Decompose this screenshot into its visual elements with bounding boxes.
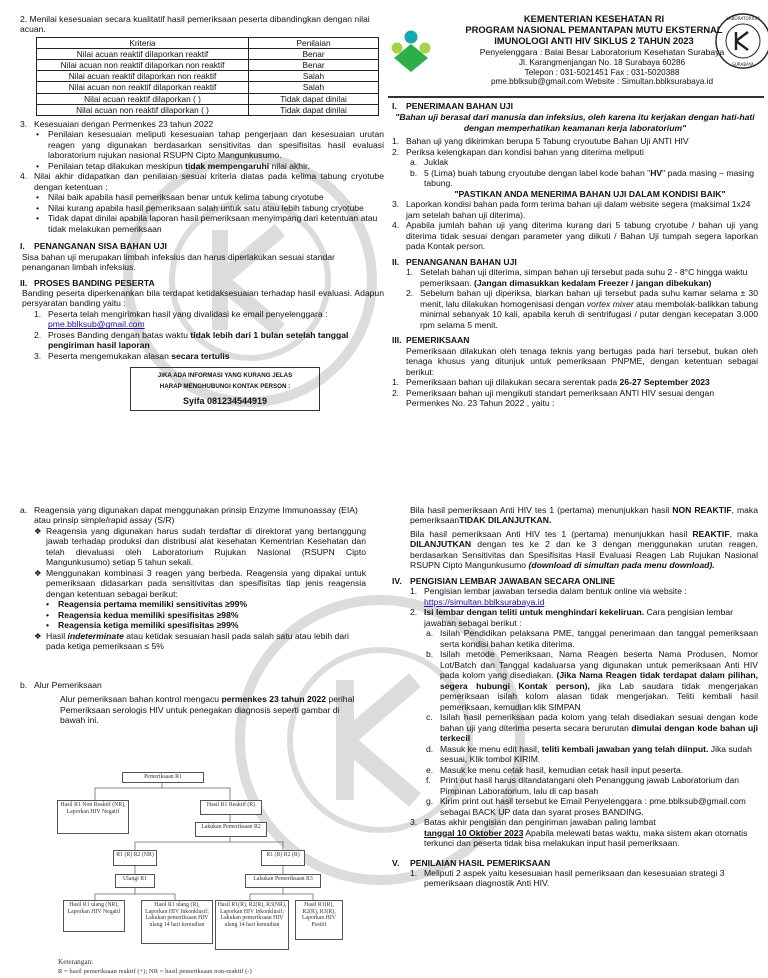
ministry-logo xyxy=(388,28,434,74)
safety-quote: "Bahan uji berasal dari manusia dan infeksius, oleh karena itu kerjakan dengan hati-hati dengan memperhatikan keamanan kerja laboratorium" xyxy=(395,112,755,133)
header-phone: Telepon : 031-5021451 Fax : 031-5020388 xyxy=(524,67,680,77)
appeal-item: Peserta mengemukakan alasan secara tertulis xyxy=(48,350,230,361)
permenkes-bullet: Penilaian kesesuaian meliputi kesesuaian tahap pengerjaan dan kesesuaian urutan reagen yang digunakan berdasarkan sensitivitas dan spesifisitas hasil evaluasi laboratorium rujukan nasional RSUPN Cipto Mangunkusumo. xyxy=(48,129,384,161)
table-row xyxy=(37,104,379,115)
flow-node: Ulangi R1 xyxy=(115,874,155,888)
section-heading: PENANGANAN BAHAN UJI xyxy=(406,256,517,267)
receipt-item: Periksa kelengkapan dan kondisi bahan yang diterima meliputi xyxy=(406,146,644,157)
header-line3: IMUNOLOGI ANTI HIV SIKLUS 2 TAHUN 2023 xyxy=(494,34,694,46)
online-item: Isi lembar dengan teliti untuk menghindari kekeliruan. Cara pengisian lembar jawaban sebagai berikut : xyxy=(424,607,734,628)
table-cell: Nilai acuan non reaktif dilaporkan ( ) xyxy=(37,104,249,115)
receipt-item: Laporkan kondisi bahan pada form terima bahan uji dalam website segera (maksimal 1x24 jam setelah bahan uji diterima). xyxy=(406,199,751,220)
flow-node: Hasil R1(R), R2(R), R3(NR), Laporkan HIV Inkonklusif; Lakukan pemeriksaan HIV ulang 14 hari kemudian xyxy=(215,900,289,950)
table-cell: Benar xyxy=(249,49,379,60)
table-cell: Nilai acuan reaktif dilaporkan non reaktif xyxy=(37,71,249,82)
appeal-item: Peserta telah mengirimkan hasil yang divalidasi ke email penyelenggara : pme.bblksub@gmail.com xyxy=(48,308,328,330)
flow-node: Hasil R1 ulang (NR), Laporkan HIV Negatif xyxy=(63,900,125,932)
reagent-spec: Reagensia pertama memiliki sensitivitas ≥99% xyxy=(58,599,248,610)
flow-node: Pemeriksaan R1 xyxy=(122,772,204,783)
result-rule: Bila hasil pemeriksaan Anti HIV tes 1 (pertama) menunjukkan hasil NON REAKTIF, maka pemeriksaanTIDAK DILANJUTKAN. xyxy=(410,505,758,526)
header-organizer: Penyelenggara : Balai Besar Laboratorium Kesehatan Surabaya xyxy=(479,47,725,58)
receipt-subitem: Juklak xyxy=(424,157,449,168)
final-score-bullet: Nilai baik apabila hasil pemeriksaan benar untuk kelima tabung cryotube xyxy=(48,192,324,203)
svg-text:LABORATORIUM: LABORATORIUM xyxy=(726,16,760,21)
table-row xyxy=(37,82,379,93)
svg-text:SURABAYA: SURABAYA xyxy=(732,62,754,67)
flow-node: Lakukan Pemeriksaan R2 xyxy=(195,822,267,837)
header-line2: PROGRAM NASIONAL PEMANTAPAN MUTU EKSTERNAL xyxy=(465,23,723,35)
criteria-intro: 2. Menilai kesesuaian secara kualitatif hasil pemeriksaan peserta dibandingkan dengan nilai acuan. xyxy=(20,14,370,35)
section-text: Pemeriksaan dilakukan oleh tenaga teknis yang bertugas pada hari tersebut, bukan oleh tenaga khusus yang ditunjuk untuk pemeriksaan PNPME, dengan ketentuan sebagai berikut: xyxy=(406,345,758,377)
online-subitem: Isilah Pendidikan pelaksana PME, tanggal penerimaan dan tanggal pemeriksaan serta kondisi bahan ketika diterima. xyxy=(440,628,758,649)
reagent-text: Reagensia yang digunakan dapat menggunakan prinsip Enzyme Immunoassay (EIA) atau prinsip simple/rapid assay (S/R) xyxy=(34,505,358,526)
contact-person: Syifa 081234544919 xyxy=(182,395,268,406)
receipt-item: Bahan uji yang dikirimkan berupa 5 Tabung cryoutube Bahan Uji ANTI HIV xyxy=(406,136,689,147)
table-header-row xyxy=(37,37,379,48)
reagent-item: Menggunakan kombinasi 3 reagen yang berbeda. Reagensia yang dipakai untuk pemeriksaan didasarkan pada sensitivitas dan spesifisitas tiap jenis reagensia dengan ketentuan sebagai berikut: xyxy=(46,567,366,599)
receipt-item: Apabila jumlah bahan uji yang diterima kurang dari 5 tabung cryotube / bahan uji yang diterima tidak sesuai dengan parameter yang diikuti / Bahan Uji tumpah segera laporkan pada Kontak person. xyxy=(406,220,758,252)
website-link[interactable]: https://simultan.bblksurabaya.id xyxy=(424,596,545,607)
section-heading: PEMERIKSAAN xyxy=(406,335,470,346)
result-rule: Bila hasil pemeriksaan Anti HIV tes 1 (pertama) menunjukkan hasil REAKTIF, maka DILANJUTKAN dengan tes ke 2 dan ke 3 dengan menggunakan urutan reagen, berdasarkan Sensitivitas dan Spesifisitas Hasil Evaluasi Reagen Lab Rujukan Nasional RSUPN Cipto Mangunkusumo (download di simultan pada menu download). xyxy=(410,528,758,571)
section-text: Banding peserta diperkenankan bila terdapat ketidaksesuaian terhadap hasil evaluasi. Adapun persyaratan banding yaitu : xyxy=(22,288,384,309)
table-row xyxy=(37,49,379,60)
table-cell: Salah xyxy=(249,71,379,82)
online-subitem: Isilah hasil pemeriksaan pada kolom yang telah disediakan sesuai dengan kode bahan uji yang diterima peserta secara berurutan dimulai dengan kode bahan uji terkecil xyxy=(440,712,758,744)
flow-node: Hasil R1 Non Reaktif (NR), Laporkan HIV Negatif xyxy=(57,800,129,834)
final-score-text: Nilai akhir didapatkan dan penilaian sesuai kriteria diatas pada kelima tabung cryotube dengan ketentuan : xyxy=(34,171,384,192)
left-bottom-column: a. Reagensia yang digunakan dapat menggunakan prinsip Enzyme Immunoassay (EIA) atau prinsip simple/rapid assay (S/R) ❖ Reagensia yang digunakan harus sudah terdaftar di direktorat yang bertanggung jawab terhadap produksi dan distribusi alat kesehatan Kementrian Kesehatan dan telah dievaluasi oleh Laboratorium Rujukan Nasional (RSUPN Cipto Mangunkusumo) setiap 5 tahun sekali. ❖ Menggunakan kombinasi 3 reagen yang berbeda. Reagensia yang dipakai untuk pemeriksaan didasarkan pada sensitivitas dan spesifisitas tiap jenis reagensia dengan ketentuan sebagai berikut: • Reagensia pertama memiliki sensitivitas ≥99% • Reagensia kedua memiliki spesifisitas ≥98% • Reagensia ketiga memiliki spesifisitas ≥99% ❖ Hasil indeterminate atau ketidak sesuaian hasil pada salah satu atau lebih dari pada ketiga pemeriksaan ≤ 5% b. Alur Pemeriksaan Alur pemeriksaan bahan kontrol mengacu permenkes 23 tahun 2022 perihal Pemeriksaan serologis HIV untuk penegakan diagnosis seperti gambar di bawah ini. xyxy=(20,505,366,726)
section-text: Sisa bahan uji merupakan limbah infeksius dan harus diperlakukan sesuai standar penanganan limbah infeksius. xyxy=(22,251,335,273)
handling-item: Sebelum bahan uji diperiksa, biarkan bahan uji tersebut pada suhu kamar selama ± 30 menit, lalu dilakukan homogenisasi dengan vortex mixer atau membolak-balikkan tabung minimal sebanyak 10 kali, apabila keruh di sentrifugasi / putar dengan kecepatan 3.000 rpm selama 5 menit. xyxy=(420,288,758,330)
section-heading: PENANGANAN SISA BAHAN UJI xyxy=(34,241,167,252)
permenkes-bullet: Penilaian tetap dilakukan meskipun tidak mempengaruhi nilai akhir. xyxy=(48,160,310,171)
reagent-item: Reagensia yang digunakan harus sudah terdaftar di direktorat yang bertanggung jawab terhadap produksi dan distribusi alat kesehatan Kementrian Kesehatan dan telah dievaluasi oleh Laboratorium Rujukan Nasional (RSUPN Cipto Mangunkusumo) setiap 5 tahun sekali. xyxy=(46,525,366,568)
contact-box xyxy=(130,367,320,411)
final-score-bullet: Nilai kurang apabila hasil pemeriksaan salah untuk satu atau lebih tabung cryotube xyxy=(48,202,364,213)
table-header-cell: Penilaian xyxy=(249,37,379,48)
table-row xyxy=(37,93,379,104)
online-subitem: Masuk ke menu edit hasil, teliti kembali jawaban yang telah diinput. Jika sudah sesuai, Klik tombol KIRIM. xyxy=(440,743,752,765)
flow-node: Hasil R1(R), R2(R), R3(R), Laporkan HIV Positif xyxy=(295,900,343,940)
flow-heading: Alur Pemeriksaan xyxy=(34,679,102,690)
header-divider xyxy=(388,96,764,98)
receipt-subitem: 5 (Lima) buah tabung cryoutube dengan label kode bahan "HV" pada masing – masing tabung. xyxy=(424,167,755,189)
flow-node: R1 (R) R2 (R) xyxy=(261,850,305,866)
table-cell: Tidak dapat dinilai xyxy=(249,104,379,115)
flow-legend-title: Keterangan: xyxy=(58,958,94,966)
table-cell: Tidak dapat dinilai xyxy=(249,93,379,104)
flow-text: Alur pemeriksaan bahan kontrol mengacu permenkes 23 tahun 2022 perihal Pemeriksaan serologis HIV untuk penegakan diagnosis seperti gambar di bawah ini. xyxy=(60,694,355,726)
section-heading: PENGISIAN LEMBAR JAWABAN SECARA ONLINE xyxy=(410,575,615,586)
table-row xyxy=(37,71,379,82)
permenkes-heading: Kesesuaian dengan Permenkes 23 tahun 2022 xyxy=(34,118,214,129)
flow-node: Hasil R1 Reaktif (R) xyxy=(200,800,262,815)
table-cell: Nilai acuan non reaktif dilaporkan non reaktif xyxy=(37,60,249,71)
online-subitem: Masuk ke menu cetak hasil, kemudian cetak hasil input peserta. xyxy=(440,764,684,775)
online-item: Batas akhir pengisian dan pengiriman jawaban paling lambat tanggal 10 Oktober 2023 Apabila melewati batas waktu, maka sistem akan otomatis terkunci dan peserta tidak bisa melakukan input hasil pemeriksaan. xyxy=(424,817,748,849)
right-top-column: I. PENERIMAAN BAHAN UJI "Bahan uji berasal dari manusia dan infeksius, oleh karena itu kerjakan dengan hati-hati dengan memperhatikan keamanan kerja laboratorium" 1. Bahan uji yang dikirimkan berupa 5 Tabung cryoutube Bahan Uji ANTI HIV 2. Periksa kelengkapan dan kondisi bahan yang diterima meliputi a. Juklak b. 5 (Lima) buah tabung cryoutube dengan label kode bahan "HV" pada masing – masing tabung. "PASTIKAN ANDA MENERIMA BAHAN UJI DALAM KONDISI BAIK" 3. Laporkan kondisi bahan pada form terima bahan uji dalam website segera (maksimal 1x24 jam setelah bahan uji diterima). 4. Apabila jumlah bahan uji yang diterima kurang dari 5 tabung cryotube / bahan uji yang diterima tidak sesuai dengan parameter yang diikuti / Bahan Uji tumpah segera laporkan pada Kontak person. II. PENANGANAN BAHAN UJI 1. Setelah bahan uji diterima, simpan bahan uji tersebut pada suhu 2 - 8°C hingga waktu pemeriksaan. (Jangan dimasukkan kedalam Freezer / jangan dibekukan) 2. Sebelum bahan uji diperiksa, biarkan bahan uji tersebut pada suhu kamar selama ± 30 menit, lalu dilakukan homogenisasi dengan vortex mixer atau membolak-balikkan tabung minimal sebanyak 10 kali, apabila keruh di sentrifugasi / putar dengan kecepatan 3.000 rpm selama 5 menit. III. PEMERIKSAAN Pemeriksaan dilakukan oleh tenaga teknis yang bertugas pada hari tersebut, bukan oleh tenaga khusus yang ditunjuk untuk pemeriksaan PNPME, dengan ketentuan sebagai berikut: 1. Pemeriksaan bahan uji dilakukan secara serentak pada 26-27 September 2023 2. Pemeriksaan bahan uji mengikuti standart pemeriksaan ANTI HIV sesuai dengan Permenkes No. 23 Tahun 2022 , yaitu : xyxy=(392,101,758,409)
flow-node: Lakukan Pemeriksaan R3 xyxy=(245,874,321,888)
contact-line: JIKA ADA INFORMASI YANG KURANG JELAS xyxy=(157,372,293,380)
table-header-cell: Kriteria xyxy=(37,37,249,48)
section-heading: PENILAIAN HASIL PEMERIKSAAN xyxy=(410,857,551,868)
appeal-item: Proses Banding dengan batas waktu tidak lebih dari 1 bulan setelah tanggal pengiriman hasil laporan xyxy=(48,329,349,351)
exam-item: Pemeriksaan bahan uji dilakukan secara serentak pada 26-27 September 2023 xyxy=(406,377,710,388)
table-cell: Nilai acuan non reaktif dilaporkan reaktif xyxy=(37,82,249,93)
left-top-column: 2. Menilai kesesuaian secara kualitatif hasil pemeriksaan peserta dibandingkan dengan nilai acuan. Kriteria Penilaian Nilai acuan reaktif dilaporkan reaktif Benar Nilai acuan non reaktif dilaporkan non reaktif Benar Nilai acuan reaktif dilaporkan non reaktif Salah Nilai acuan non reaktif dilaporkan reaktif Salah Nilai acuan reaktif dilaporkan ( ) Tidak dapat dinilai Nilai acuan non reaktif dilaporkan ( ) Tidak dapat dinilai 3. Kesesuaian dengan Permenkes 23 tahun 2022 • Penilaian kesesuaian meliputi kesesuaian tahap pengerjaan dan kesesuaian urutan reagen yang digunakan berdasarkan sensitivitas dan spesifisitas hasil evaluasi laboratorium rujukan nasional RSUPN Cipto Mangunkusumo. • Penilaian tetap dilakukan meskipun tidak mempengaruhi nilai akhir. 4. Nilai akhir didapatkan dan penilaian sesuai kriteria diatas pada kelima tabung cryotube dengan ketentuan : • Nilai baik apabila hasil pemeriksaan benar untuk kelima tabung cryotube • Nilai kurang apabila hasil pemeriksaan salah untuk satu atau lebih tabung cryotube • Tidak dapat dinilai apabila laporan hasil pemeriksaan menyimpang dari ketentuan atau tidak melakukan pemeriksaan I. PENANGANAN SISA BAHAN UJI Sisa bahan uji merupakan limbah infeksius dan harus diperlakukan sesuai standar penanganan limbah infeksius. II. PROSES BANDING PESERTA Banding peserta diperkenankan bila terdapat ketidaksesuaian terhadap hasil evaluasi. Adapun persyaratan banding yaitu : 1. Peserta telah mengirimkan hasil yang divalidasi ke email penyelenggara : pme.bblksub@gmail.com 2. Proses Banding dengan batas waktu tidak lebih dari 1 bulan setelah tanggal pengiriman hasil laporan 3. Peserta mengemukakan alasan secara tertulis JIKA ADA INFORMASI YANG KURANG JELAS HARAP MENGHUBUNGI KONTAK PERSON : Syifa 081234544919 xyxy=(20,14,384,411)
table-cell: Nilai acuan reaktif dilaporkan ( ) xyxy=(37,93,249,104)
right-bottom-column: Bila hasil pemeriksaan Anti HIV tes 1 (pertama) menunjukkan hasil NON REAKTIF, maka pemeriksaanTIDAK DILANJUTKAN. Bila hasil pemeriksaan Anti HIV tes 1 (pertama) menunjukkan hasil REAKTIF, maka DILANJUTKAN dengan tes ke 2 dan ke 3 dengan menggunakan urutan reagen, berdasarkan Sensitivitas dan Spesifisitas Hasil Evaluasi Reagen Lab Rujukan Nasional RSUPN Cipto Mangunkusumo (download di simultan pada menu download). IV. PENGISIAN LEMBAR JAWABAN SECARA ONLINE 1. Pengisian lembar jawaban tersedia dalam bentuk online via website : https://simultan.bblksurabaya.id 2. Isi lembar dengan teliti untuk menghindari kekeliruan. Cara pengisian lembar jawaban sebagai berikut : a. Isilah Pendidikan pelaksana PME, tanggal penerimaan dan tanggal pemeriksaan serta kondisi bahan ketika diterima. b. Isilah metode Pemeriksaan, Nama Reagen beserta Nama Produsen, Nomor Lot/Batch dan Tanggal kadaluarsa yang digunakan untuk pemeriksaan Anti HIV pada kolom yang disediakan. (Jika Nama Reagen tidak terdapat dalam pilihan, segera hubungi Kontak person), jika Lab saudara tidak mengerjakan pemeriksaan isilah kolom alasan tidak mengerjakan. Teliti kembali hasil pemeriksaan, kemudian klik SIMPAN c. Isilah hasil pemeriksaan pada kolom yang telah disediakan sesuai dengan kode bahan uji yang diterima peserta secara berurutan dimulai dengan kode bahan uji terkecil d. Masuk ke menu edit hasil, teliti kembali jawaban yang telah diinput. Jika sudah sesuai, Klik tombol KIRIM. e. Masuk ke menu cetak hasil, kemudian cetak hasil input peserta. f. Print out hasil harus ditandatangani oleh Penanggung jawab Laboratorium dan Pimpinan Laboratorium, lalu di cap basah g. Kirim print out hasil tersebut ke Email Penyelenggara : pme.bblksub@gmail.com sebagai BACK UP data dan syarat proses BANDING. 3. Batas akhir pengisian dan pengiriman jawaban paling lambat tanggal 10 Oktober 2023 Apabila melewati batas waktu, maka sistem akan otomatis terkunci dan peserta tidak bisa melakukan input hasil pemeriksaan. V. PENILAIAN HASIL PEMERIKSAAN 1. Meliputi 2 aspek yaitu kesesuaian hasil pemeriksaan dan kesesuaian strategi 3 pemeriksaan diagnostik Anti HIV. xyxy=(392,505,758,889)
document-header xyxy=(388,14,764,94)
header-line1: KEMENTERIAN KESEHATAN RI xyxy=(523,13,665,24)
reagent-spec: Reagensia ketiga memiliki spesifisitas ≥99% xyxy=(58,620,239,631)
contact-line: HARAP MENGHUBUNGI KONTAK PERSON : xyxy=(159,382,291,390)
criteria-table xyxy=(36,37,379,116)
email-link[interactable]: pme.bblksub@gmail.com xyxy=(48,319,145,330)
handling-item: Setelah bahan uji diterima, simpan bahan uji tersebut pada suhu 2 - 8°C hingga waktu pemeriksaan. (Jangan dimasukkan kedalam Freezer / jangan dibekukan) xyxy=(420,267,748,288)
table-cell: Benar xyxy=(249,60,379,71)
online-subitem: Print out hasil harus ditandatangani oleh Penanggung jawab Laboratorium dan Pimpinan Laboratorium, lalu di cap basah xyxy=(440,775,740,796)
receipt-quote: "PASTIKAN ANDA MENERIMA BAHAN UJI DALAM KONDISI BAIK" xyxy=(454,188,726,199)
scoring-item: Meliputi 2 aspek yaitu kesesuaian hasil pemeriksaan dan kesesuaian strategi 3 pemeriksaan diagnostik Anti HIV. xyxy=(424,867,725,889)
reagent-spec: Reagensia kedua memiliki spesifisitas ≥98% xyxy=(58,609,239,620)
exam-item: Pemeriksaan bahan uji mengikuti standart pemeriksaan ANTI HIV sesuai dengan Permenkes No. 23 Tahun 2022 , yaitu : xyxy=(406,387,715,409)
header-address: Jl. Karangmenjangan No. 18 Surabaya 60286 xyxy=(518,57,686,67)
flow-node: Hasil R1 ulang (R), Laporkan HIV Inkonklusif; Lakukan pemeriksaan HIV ulang 14 hari kemudian xyxy=(141,900,213,944)
hiv-flowchart xyxy=(55,770,345,960)
bblk-seal-icon xyxy=(714,12,768,70)
flow-legend: R = hasil pemeriksaan reaktif (+); NR = hasil pemeriksaan non-reaktif (-) xyxy=(58,968,252,975)
section-heading: PROSES BANDING PESERTA xyxy=(34,277,155,288)
final-score-bullet: Tidak dapat dinilai apabila laporan hasil pemeriksaan menyimpang dari ketentuan atau tidak melakukan pemeriksaan xyxy=(48,213,378,234)
reagent-item: Hasil indeterminate atau ketidak sesuaian hasil pada salah satu atau lebih dari pada ketiga pemeriksaan ≤ 5% xyxy=(46,630,349,652)
table-cell: Salah xyxy=(249,82,379,93)
online-item: Pengisian lembar jawaban tersedia dalam bentuk online via website : https://simultan.bblksurabaya.id xyxy=(424,586,687,607)
flow-node: R1 (R) R2 (NR) xyxy=(113,850,157,866)
section-heading: PENERIMAAN BAHAN UJI xyxy=(406,101,513,111)
header-web: pme.bblksub@gmail.com Website : Simultan.bblksurabaya.id xyxy=(490,77,714,87)
online-subitem: Kirim print out hasil tersebut ke Email Penyelenggara : pme.bblksub@gmail.com sebagai BACK UP data dan syarat proses BANDING. xyxy=(440,796,746,817)
online-subitem: Isilah metode Pemeriksaan, Nama Reagen beserta Nama Produsen, Nomor Lot/Batch dan Tanggal kadaluarsa yang digunakan untuk pemeriksaan Anti HIV pada kolom yang disediakan. (Jika Nama Reagen tidak terdapat dalam pilihan, segera hubungi Kontak person), jika Lab saudara tidak mengerjakan pemeriksaan isilah kolom alasan tidak mengerjakan. Teliti kembali hasil pemeriksaan, kemudian klik SIMPAN xyxy=(440,649,758,712)
table-row xyxy=(37,60,379,71)
table-cell: Nilai acuan reaktif dilaporkan reaktif xyxy=(37,49,249,60)
